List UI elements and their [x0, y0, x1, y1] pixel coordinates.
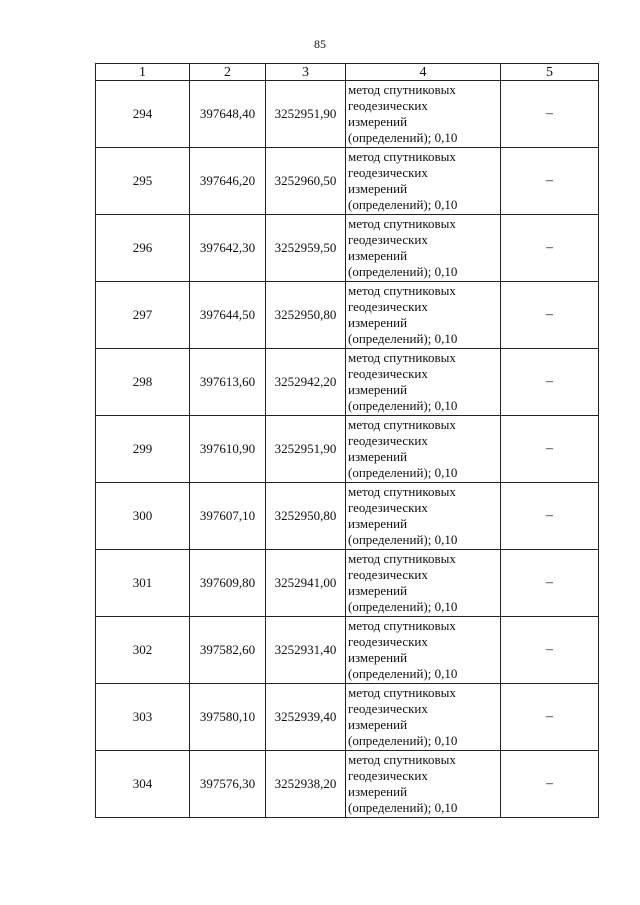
table-row: [96, 684, 599, 751]
x-coordinate-cell: 397648,40: [190, 81, 266, 148]
point-number-cell: 300: [96, 483, 190, 550]
method-cell: [346, 483, 501, 550]
method-text-line: геодезических: [348, 366, 428, 381]
method-text-line: метод спутниковых: [348, 350, 456, 365]
y-coordinate-cell: 3252941,00: [266, 550, 346, 617]
point-number-cell: 304: [96, 751, 190, 818]
method-cell: [346, 751, 501, 818]
method-text-line: метод спутниковых: [348, 752, 456, 767]
y-coordinate-cell: 3252960,50: [266, 148, 346, 215]
method-text-line: измерений: [348, 382, 408, 397]
method-cell: [346, 81, 501, 148]
method-text-line: метод спутниковых: [348, 82, 456, 97]
method-text-line: измерений: [348, 248, 408, 263]
note-cell: –: [501, 349, 599, 416]
y-coordinate-cell: 3252939,40: [266, 684, 346, 751]
method-text-line: геодезических: [348, 232, 428, 247]
method-text-line: (определений); 0,10: [348, 398, 458, 413]
x-coordinate-cell: 397580,10: [190, 684, 266, 751]
header-col-3: 3: [266, 64, 346, 81]
table-row: [96, 550, 599, 617]
point-number-cell: 301: [96, 550, 190, 617]
method-text-line: измерений: [348, 181, 408, 196]
method-text-line: измерений: [348, 650, 408, 665]
method-cell: [346, 416, 501, 483]
note-cell: –: [501, 617, 599, 684]
method-text-line: (определений); 0,10: [348, 532, 458, 547]
x-coordinate-cell: 397646,20: [190, 148, 266, 215]
coordinates-table: [95, 63, 599, 818]
page-number: 85: [314, 37, 326, 51]
method-text-line: геодезических: [348, 433, 428, 448]
x-coordinate-cell: 397607,10: [190, 483, 266, 550]
method-text-line: (определений); 0,10: [348, 666, 458, 681]
method-text-line: (определений); 0,10: [348, 733, 458, 748]
table-body: [96, 81, 599, 818]
note-cell: –: [501, 483, 599, 550]
table-row: [96, 282, 599, 349]
method-text-line: измерений: [348, 114, 408, 129]
method-text-line: геодезических: [348, 165, 428, 180]
method-text-line: метод спутниковых: [348, 216, 456, 231]
point-number-cell: 298: [96, 349, 190, 416]
x-coordinate-cell: 397642,30: [190, 215, 266, 282]
point-number-cell: 303: [96, 684, 190, 751]
x-coordinate-cell: 397582,60: [190, 617, 266, 684]
method-text-line: метод спутниковых: [348, 685, 456, 700]
note-cell: –: [501, 751, 599, 818]
y-coordinate-cell: 3252942,20: [266, 349, 346, 416]
x-coordinate-cell: 397576,30: [190, 751, 266, 818]
method-text-line: геодезических: [348, 701, 428, 716]
method-text-line: измерений: [348, 516, 408, 531]
method-cell: [346, 617, 501, 684]
point-number-cell: 295: [96, 148, 190, 215]
note-cell: –: [501, 215, 599, 282]
note-cell: –: [501, 282, 599, 349]
x-coordinate-cell: 397613,60: [190, 349, 266, 416]
note-cell: –: [501, 148, 599, 215]
method-text-line: метод спутниковых: [348, 618, 456, 633]
method-cell: [346, 684, 501, 751]
method-text-line: (определений); 0,10: [348, 800, 458, 815]
method-text-line: метод спутниковых: [348, 283, 456, 298]
table-row: [96, 81, 599, 148]
point-number-cell: 297: [96, 282, 190, 349]
y-coordinate-cell: 3252950,80: [266, 483, 346, 550]
header-row: [96, 64, 599, 81]
header-col-4: 4: [346, 64, 501, 81]
method-text-line: геодезических: [348, 634, 428, 649]
method-text-line: измерений: [348, 315, 408, 330]
method-cell: [346, 550, 501, 617]
table-row: [96, 483, 599, 550]
method-text-line: (определений); 0,10: [348, 264, 458, 279]
y-coordinate-cell: 3252931,40: [266, 617, 346, 684]
y-coordinate-cell: 3252959,50: [266, 215, 346, 282]
method-cell: [346, 349, 501, 416]
method-text-line: (определений); 0,10: [348, 130, 458, 145]
y-coordinate-cell: 3252951,90: [266, 416, 346, 483]
method-text-line: метод спутниковых: [348, 417, 456, 432]
method-text-line: геодезических: [348, 98, 428, 113]
x-coordinate-cell: 397609,80: [190, 550, 266, 617]
table-row: [96, 349, 599, 416]
note-cell: –: [501, 416, 599, 483]
header-col-2: 2: [190, 64, 266, 81]
note-cell: –: [501, 550, 599, 617]
table-row: [96, 617, 599, 684]
point-number-cell: 296: [96, 215, 190, 282]
method-text-line: измерений: [348, 717, 408, 732]
x-coordinate-cell: 397644,50: [190, 282, 266, 349]
method-text-line: метод спутниковых: [348, 484, 456, 499]
table-row: [96, 148, 599, 215]
table-row: [96, 416, 599, 483]
method-cell: [346, 282, 501, 349]
method-text-line: геодезических: [348, 500, 428, 515]
table-row: [96, 751, 599, 818]
y-coordinate-cell: 3252951,90: [266, 81, 346, 148]
method-text-line: измерений: [348, 784, 408, 799]
method-text-line: измерений: [348, 583, 408, 598]
method-text-line: геодезических: [348, 768, 428, 783]
header-col-5: 5: [501, 64, 599, 81]
y-coordinate-cell: 3252938,20: [266, 751, 346, 818]
method-cell: [346, 215, 501, 282]
method-text-line: метод спутниковых: [348, 149, 456, 164]
point-number-cell: 299: [96, 416, 190, 483]
note-cell: –: [501, 684, 599, 751]
point-number-cell: 294: [96, 81, 190, 148]
note-cell: –: [501, 81, 599, 148]
method-cell: [346, 148, 501, 215]
point-number-cell: 302: [96, 617, 190, 684]
method-text-line: (определений); 0,10: [348, 197, 458, 212]
method-text-line: метод спутниковых: [348, 551, 456, 566]
method-text-line: (определений); 0,10: [348, 599, 458, 614]
method-text-line: (определений); 0,10: [348, 465, 458, 480]
y-coordinate-cell: 3252950,80: [266, 282, 346, 349]
method-text-line: геодезических: [348, 299, 428, 314]
method-text-line: измерений: [348, 449, 408, 464]
method-text-line: (определений); 0,10: [348, 331, 458, 346]
table-row: [96, 215, 599, 282]
method-text-line: геодезических: [348, 567, 428, 582]
header-col-1: 1: [96, 64, 190, 81]
x-coordinate-cell: 397610,90: [190, 416, 266, 483]
